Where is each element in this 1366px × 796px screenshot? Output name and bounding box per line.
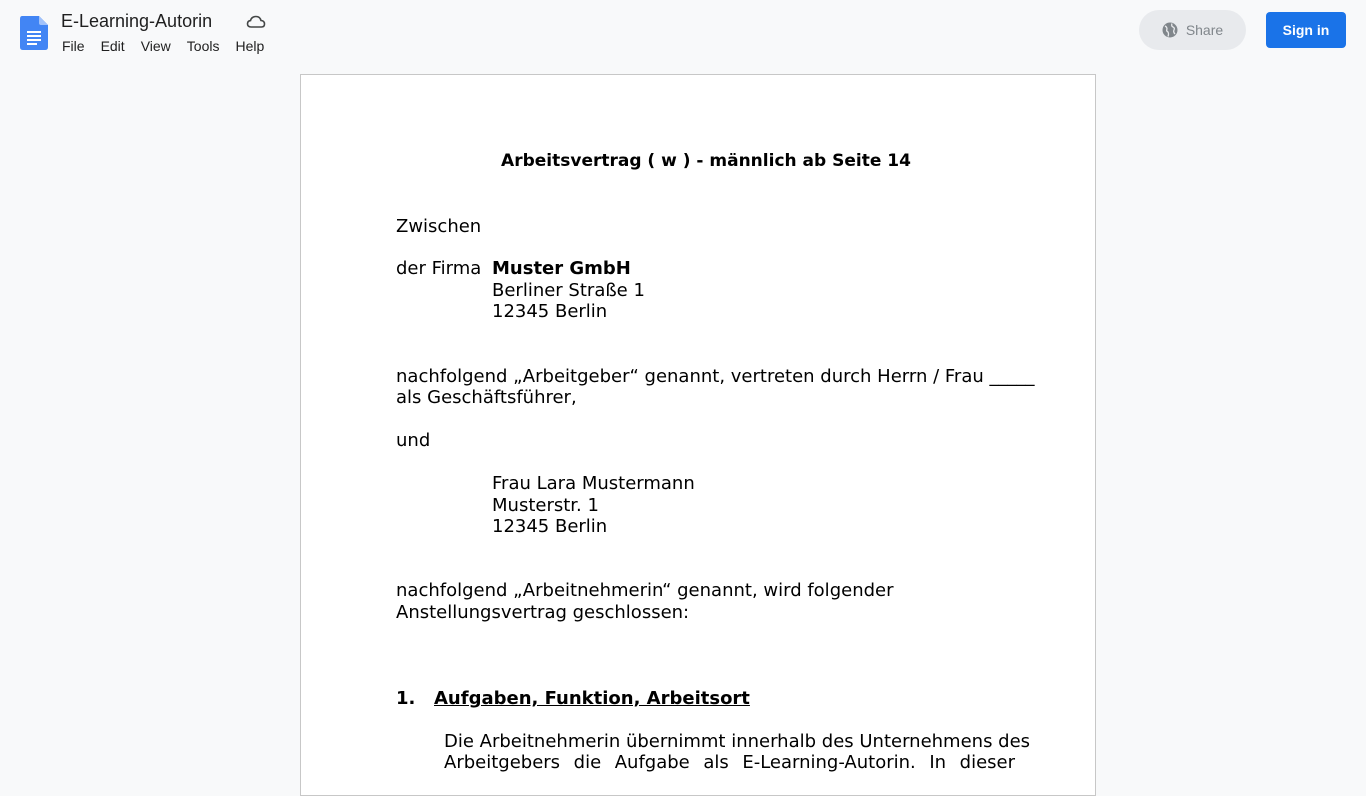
cloud-saved-icon[interactable] bbox=[246, 14, 266, 30]
section-1-heading: Aufgaben, Funktion, Arbeitsort bbox=[434, 688, 750, 709]
employee-paragraph-line-2: Anstellungsvertrag geschlossen: bbox=[396, 602, 690, 623]
employer-paragraph-line-2: als Geschäftsführer, bbox=[396, 387, 577, 408]
document-heading: Arbeitsvertrag ( w ) - männlich ab Seite 14 bbox=[501, 151, 911, 171]
globe-icon bbox=[1162, 22, 1178, 38]
sign-in-button[interactable]: Sign in bbox=[1266, 12, 1346, 48]
employee-street: Musterstr. 1 bbox=[492, 495, 599, 516]
text-firma-label: der Firma bbox=[396, 258, 482, 279]
employee-name: Frau Lara Mustermann bbox=[492, 473, 695, 494]
employee-city: 12345 Berlin bbox=[492, 516, 608, 537]
menu-file[interactable]: File bbox=[62, 38, 85, 54]
text-zwischen: Zwischen bbox=[396, 216, 482, 237]
text-und: und bbox=[396, 430, 431, 451]
share-label: Share bbox=[1185, 22, 1224, 38]
docs-logo-icon[interactable] bbox=[20, 16, 48, 50]
employer-street: Berliner Straße 1 bbox=[492, 280, 645, 301]
top-bar bbox=[0, 0, 1366, 64]
employer-paragraph-line-1: nachfolgend „Arbeitgeber“ genannt, vertreten durch Herrn / Frau _____ bbox=[396, 366, 1035, 387]
menu-bar bbox=[54, 36, 272, 56]
section-1-line-2: Arbeitgebers die Aufgabe als E-Learning-Autorin. In dieser bbox=[444, 752, 1015, 773]
share-button[interactable] bbox=[1139, 10, 1246, 50]
document-title[interactable]: E-Learning-Autorin bbox=[61, 11, 213, 31]
menu-tools[interactable]: Tools bbox=[186, 38, 220, 54]
document-page[interactable] bbox=[300, 74, 1096, 796]
menu-view[interactable]: View bbox=[140, 38, 171, 54]
menu-help[interactable]: Help bbox=[235, 38, 265, 54]
section-1-line-1: Die Arbeitnehmerin übernimmt innerhalb des Unternehmens des bbox=[444, 731, 1031, 752]
employer-city: 12345 Berlin bbox=[492, 301, 608, 322]
employer-name: Muster GmbH bbox=[492, 258, 631, 279]
menu-edit[interactable]: Edit bbox=[100, 38, 125, 54]
employee-paragraph-line-1: nachfolgend „Arbeitnehmerin“ genannt, wird folgender bbox=[396, 580, 894, 601]
section-1-number: 1. bbox=[396, 688, 416, 709]
